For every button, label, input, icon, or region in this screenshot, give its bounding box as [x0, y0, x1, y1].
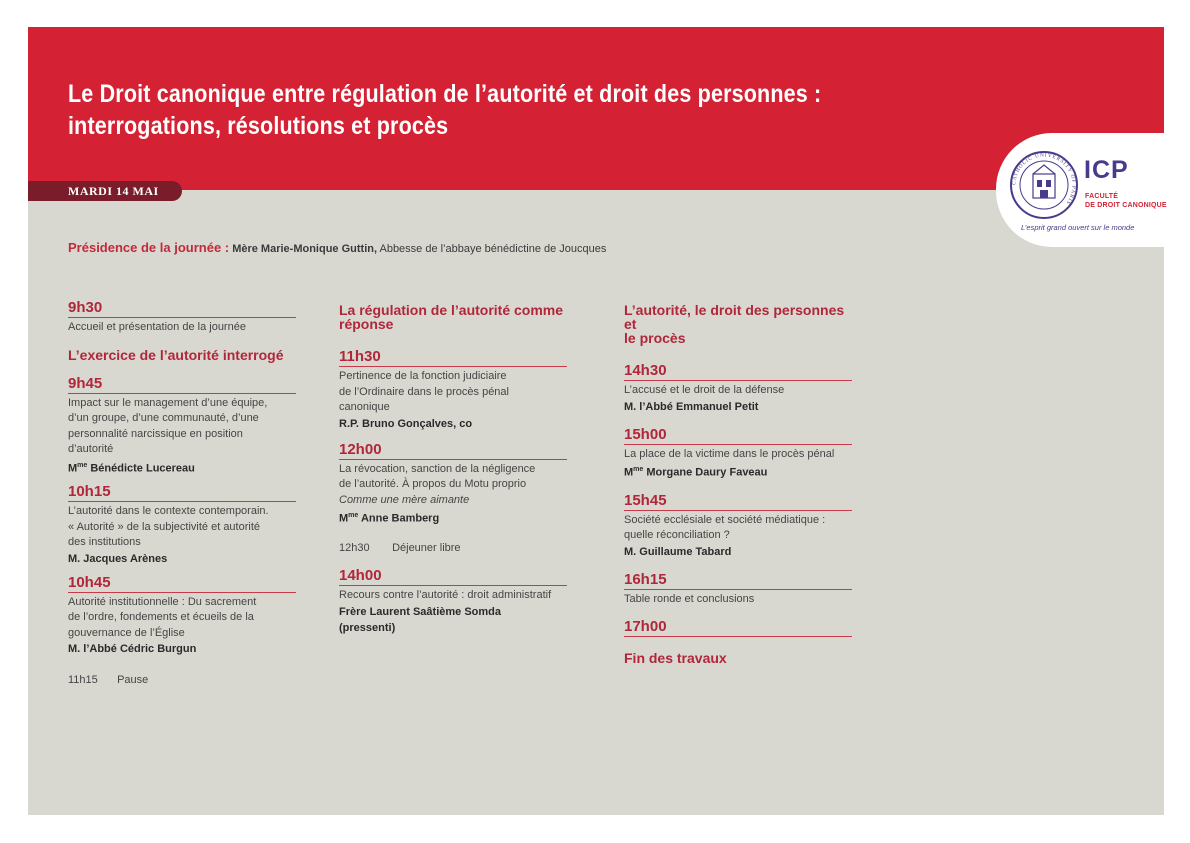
page-title [68, 78, 842, 142]
session-time: 9h45 [68, 376, 296, 394]
session-description: personnalité narcissique en position [68, 427, 243, 440]
university-seal-icon [1009, 150, 1079, 220]
session-item [624, 363, 856, 415]
session-item [624, 619, 856, 637]
session-time: 15h00 [624, 427, 852, 445]
lunch-label: Déjeuner libre [392, 541, 461, 554]
faculty-line-1: FACULTÉ [1085, 193, 1119, 200]
program-column-1 [68, 300, 300, 689]
seal-text: CATHOLIC UNIVERSITY OF PARIS [1011, 152, 1077, 206]
program-column-2 [339, 300, 571, 644]
session-time: 14h00 [339, 568, 567, 586]
session-speaker: M. l’Abbé Cédric Burgun [68, 643, 197, 656]
program-column-3 [624, 300, 856, 675]
session-description: La révocation, sanction de la négligence [339, 462, 536, 475]
session-description: Accueil et présentation de la journée [68, 321, 246, 333]
session-time: 10h15 [68, 484, 296, 502]
presidence-line [68, 240, 606, 255]
session-description: d’autorité [68, 443, 114, 455]
session-description: Pertinence de la fonction judiciaire [339, 370, 507, 382]
session-description: de l’ordre, fondements et écueils de la [68, 611, 254, 624]
session-speaker: Frère Laurent Saâtième Somda [339, 605, 502, 618]
session-time: 12h00 [339, 442, 567, 460]
session-time: 9h30 [68, 300, 296, 318]
session-item [624, 493, 856, 560]
session-time: 15h45 [624, 493, 852, 511]
presidence-role: Abbesse de l’abbaye bénédictine de Joucques [379, 243, 607, 255]
session-speaker: M. Jacques Arènes [68, 552, 168, 565]
date-label: MARDI 14 MAI [68, 184, 159, 198]
session-description: canonique [339, 401, 390, 413]
icp-logo: ICP [1084, 156, 1129, 184]
session-description: Autorité institutionnelle : Du sacrement [68, 595, 257, 608]
session-description: La place de la victime dans le procès pénal [624, 447, 835, 460]
session-time: 16h15 [624, 572, 852, 590]
session-description: Comme une mère aimante [339, 493, 470, 506]
session-speaker: $M^{me}$ Morgane Daury Faveau [624, 466, 768, 479]
session-item [68, 484, 300, 567]
session-time: 10h45 [68, 575, 296, 593]
session-item [68, 575, 300, 658]
presidence-label: Présidence de la journée : [68, 240, 230, 255]
session-description: Impact sur le management d’une équipe, [68, 396, 268, 409]
session-item [68, 300, 300, 336]
section-heading: La régulation de l’autorité comme réponse [339, 302, 564, 332]
slogan: L’esprit grand ouvert sur le monde [1021, 223, 1135, 232]
presidence-name: Mère Marie-Monique Guttin, [232, 243, 378, 255]
session-speaker: M. Guillaume Tabard [624, 545, 732, 558]
session-description: d’un groupe, d’une communauté, d’une [68, 412, 259, 424]
session-time: 17h00 [624, 619, 852, 637]
session-speaker: $M^{me}$ Anne Bamberg [339, 512, 440, 525]
session-description: de l’Ordinaire dans le procès pénal [339, 385, 509, 398]
session-description: Table ronde et conclusions [624, 592, 755, 605]
session-description: des institutions [68, 536, 141, 549]
section-heading: L’autorité, le droit des personnes et le procès [624, 302, 845, 346]
session-item [624, 572, 856, 608]
session-item [624, 427, 856, 481]
session-item [68, 376, 300, 477]
session-speaker: M. l’Abbé Emmanuel Petit [624, 400, 759, 413]
pause-label: Pause [117, 674, 149, 687]
session-description: de l’autorité. À propos du Motu proprio [339, 478, 527, 490]
pause-item [68, 673, 300, 689]
session-speaker: R.P. Bruno Gonçalves, co [339, 417, 473, 430]
section-heading: L’exercice de l’autorité interrogé [68, 346, 284, 363]
faculty-line-2: DE DROIT CANONIQUE [1085, 202, 1167, 209]
session-item [339, 349, 571, 432]
title-line-2: interrogations, résolutions et procès [68, 112, 449, 140]
closing-heading: Fin des travaux [624, 650, 727, 667]
title-line-1: Le Droit canonique entre régulation de l’autorité et droit des personnes : [68, 80, 822, 108]
session-description: L’accusé et le droit de la défense [624, 384, 785, 396]
lunch-time: 12h30 [339, 541, 370, 554]
session-item [339, 568, 571, 636]
session-time: 14h30 [624, 363, 852, 381]
session-description: L’autorité dans le contexte contemporain. [68, 505, 269, 518]
lunch-item [339, 541, 571, 557]
session-item [339, 442, 571, 527]
session-description: Société ecclésiale et société médiatique : [624, 513, 826, 526]
session-description: gouvernance de l’Église [68, 626, 185, 639]
session-speaker: (pressenti) [339, 621, 396, 634]
session-description: quelle réconciliation ? [624, 529, 730, 542]
session-time: 11h30 [339, 349, 567, 367]
session-description: Recours contre l’autorité : droit administratif [339, 589, 552, 602]
session-description: « Autorité » de la subjectivité et autorité [68, 520, 261, 533]
pause-time: 11h15 [68, 674, 98, 687]
session-speaker: $M^{me}$ Bénédicte Lucereau [68, 461, 195, 475]
